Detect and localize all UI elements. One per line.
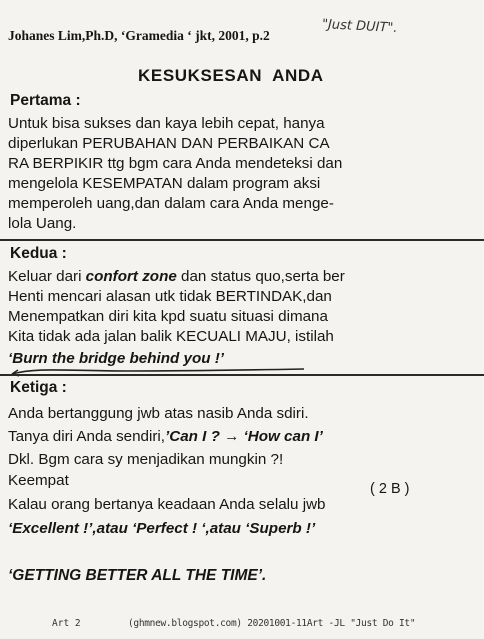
section-label-ketiga: Ketiga : [10,379,67,396]
kedua-line1-pre: Keluar dari [8,268,86,285]
question-can-i: ’Can I ? [165,428,220,445]
pertama-line: memperoleh uang,dan dalam cara Anda menge- [8,195,334,212]
footer-credit: (ghmnew.blogspot.com) 20201001-11Art -JL "Just Do It" [128,618,416,629]
pertama-line: lola Uang. [8,215,77,232]
pertama-line: mengelola KESEMPATAN dalam program aksi [8,175,321,192]
closing-statement: ‘GETTING BETTER ALL THE TIME’. [8,567,267,584]
kedua-quote: ‘Burn the bridge behind you !’ [8,350,224,367]
kedua-line1-emphasis: confort zone [85,268,177,285]
kedua-line1-post: dan status quo,serta ber [176,268,345,285]
pertama-line: Untuk bisa sukses dan kaya lebih cepat, hanya [8,115,325,132]
divider [0,239,484,241]
pertama-line: diperlukan PERUBAHAN DAN PERBAIKAN CA [8,135,330,152]
handwritten-note: "Just DUIT". [321,17,398,36]
section-label-pertama: Pertama : [10,92,81,109]
section-label-kedua: Kedua : [10,245,67,262]
ketiga-line: Anda bertanggung jwb atas nasib Anda sdiri. [8,405,309,422]
ketiga-line2-pre: Tanya diri Anda sendiri, [8,428,166,445]
divider [0,374,484,376]
page-title: KESUKSESAN ANDA [138,66,324,85]
ketiga-line [8,428,323,446]
ketiga-line: Kalau orang bertanya keadaan Anda selalu jwb [8,496,326,513]
section-code: ( 2 B ) [370,481,410,497]
pertama-line: RA BERPIKIR ttg bgm cara Anda mendeteksi dan [8,155,343,172]
question-how-can-i: ‘How can I’ [243,428,323,445]
ketiga-answers: ‘Excellent !’,atau ‘Perfect ! ‘,atau ‘Superb !’ [8,520,316,537]
kedua-line: Menempatkan diri kita kpd suatu situasi dimana [8,308,328,325]
kedua-line: Kita tidak ada jalan balik KECUALI MAJU, istilah [8,328,334,345]
keempat-label: Keempat [8,472,69,489]
arrow-right-icon: → [224,428,240,445]
ketiga-line: Dkl. Bgm cara sy menjadikan mungkin ?! [8,451,284,468]
kedua-line [8,268,345,286]
citation: Johanes Lim,Ph.D, ‘Gramedia ‘ jkt, 2001, p.2 [8,28,270,43]
footer-art-label: Art 2 [52,618,81,629]
kedua-line: Henti mencari alasan utk tidak BERTINDAK,dan [8,288,332,305]
